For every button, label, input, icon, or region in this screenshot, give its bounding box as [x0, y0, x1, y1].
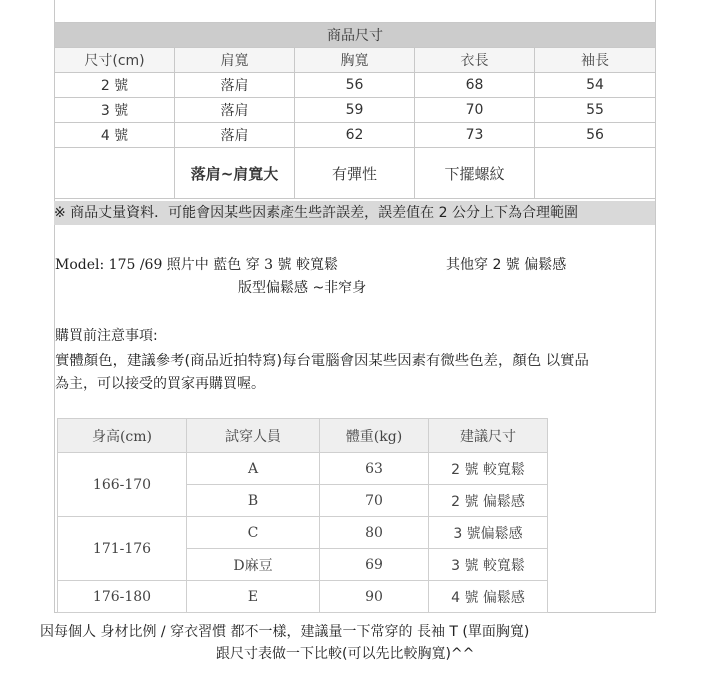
fit-table-header-row	[58, 419, 548, 453]
length-cell: 68	[415, 73, 535, 98]
weight-cell: 63	[320, 453, 429, 485]
suggested-size-cell: 3 號 較寬鬆	[429, 549, 548, 581]
table-row	[58, 581, 548, 613]
note-elastic: 有彈性	[295, 148, 415, 199]
note-shoulder: 落肩~肩寬大	[175, 148, 295, 199]
tester-cell: E	[187, 581, 320, 613]
height-cell: 176-180	[58, 581, 187, 613]
footer-note: 因每個人 身材比例 / 穿衣習慣 都不一樣，建議量一下常穿的 長袖 T (單面胸寬)	[40, 624, 530, 640]
weight-cell: 80	[320, 517, 429, 549]
sleeve-cell: 54	[535, 73, 656, 98]
sleeve-cell: 55	[535, 98, 656, 123]
header-length: 衣長	[415, 48, 535, 73]
sleeve-cell: 56	[535, 123, 656, 148]
fit-table	[57, 418, 548, 613]
shoulder-cell: 落肩	[175, 123, 295, 148]
size-table-title: 商品尺寸	[55, 23, 656, 48]
table-row	[55, 123, 656, 148]
size-table-title-row	[55, 23, 656, 48]
note-cell	[55, 148, 175, 199]
size-cell: 2 號	[55, 73, 175, 98]
table-row	[55, 73, 656, 98]
footer-note: 跟尺寸表做一下比較(可以先比較胸寬)^^	[216, 646, 475, 662]
size-table	[54, 22, 656, 199]
size-cell: 4 號	[55, 123, 175, 148]
header-chest: 胸寬	[295, 48, 415, 73]
weight-cell: 70	[320, 485, 429, 517]
suggested-size-cell: 3 號偏鬆感	[429, 517, 548, 549]
table-row	[55, 98, 656, 123]
measurement-note: ※ 商品丈量資料．可能會因某些因素產生些許誤差，誤差值在 2 公分上下為合理範圍	[54, 201, 655, 225]
length-cell: 70	[415, 98, 535, 123]
shoulder-cell: 落肩	[175, 98, 295, 123]
tester-cell: A	[187, 453, 320, 485]
weight-cell: 69	[320, 549, 429, 581]
model-info: Model: 175 /69 照片中 藍色 穿 3 號 較寬鬆	[55, 257, 338, 273]
suggested-size-cell: 2 號 較寬鬆	[429, 453, 548, 485]
header-size: 尺寸(cm)	[55, 48, 175, 73]
chest-cell: 62	[295, 123, 415, 148]
header-suggested-size: 建議尺寸	[429, 419, 548, 453]
weight-cell: 90	[320, 581, 429, 613]
note-hem: 下擺螺紋	[415, 148, 535, 199]
header-shoulder: 肩寬	[175, 48, 295, 73]
length-cell: 73	[415, 123, 535, 148]
note-cell	[535, 148, 656, 199]
notice-line: 為主，可以接受的買家再購買喔。	[55, 376, 265, 392]
header-weight: 體重(kg)	[320, 419, 429, 453]
size-cell: 3 號	[55, 98, 175, 123]
height-cell: 166-170	[58, 453, 187, 517]
header-sleeve: 袖長	[535, 48, 656, 73]
height-cell: 171-176	[58, 517, 187, 581]
header-height: 身高(cm)	[58, 419, 187, 453]
suggested-size-cell: 4 號 偏鬆感	[429, 581, 548, 613]
suggested-size-cell: 2 號 偏鬆感	[429, 485, 548, 517]
table-row	[58, 517, 548, 549]
tester-cell: D麻豆	[187, 549, 320, 581]
model-info-other: 其他穿 2 號 偏鬆感	[446, 257, 567, 273]
size-table-header-row	[55, 48, 656, 73]
tester-cell: B	[187, 485, 320, 517]
notice-title: 購買前注意事項:	[55, 328, 158, 344]
tester-cell: C	[187, 517, 320, 549]
header-tester: 試穿人員	[187, 419, 320, 453]
chest-cell: 56	[295, 73, 415, 98]
model-fit-note: 版型偏鬆感 ~非窄身	[238, 280, 367, 296]
notice-line: 實體顏色，建議參考(商品近拍特寫)每台電腦會因某些因素有微些色差，顏色 以實品	[55, 353, 589, 369]
size-notes-row	[55, 148, 656, 199]
chest-cell: 59	[295, 98, 415, 123]
table-row	[58, 453, 548, 485]
shoulder-cell: 落肩	[175, 73, 295, 98]
